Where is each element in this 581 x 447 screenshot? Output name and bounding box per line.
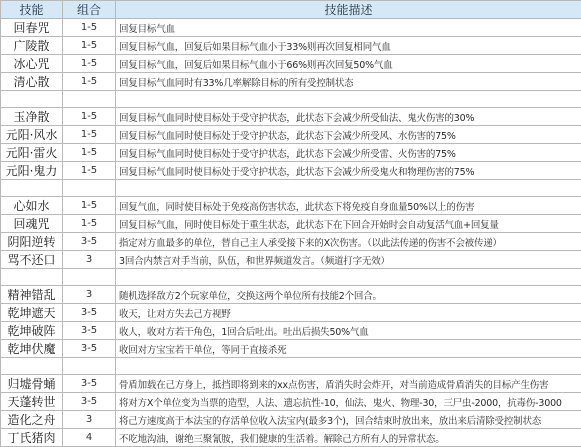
skill-description-cell: 将对方X个单位变为当票的造型，人法、遗忘抗性-10，仙法、鬼火、物理-30，三尸虫-2000，抗毒伤-3000 [116,393,581,411]
header-skill: 技能 [1,1,63,19]
skill-description-cell: 回复目标气血，同时使目标处于重生状态，此状态下在下回合开始时会自动复活气血+回复量 [116,215,581,233]
spacer-cell [1,91,63,108]
section-spacer-row [1,180,581,197]
table-row [1,322,581,340]
skill-group-cell: 1-5 [63,108,116,126]
table-row [1,126,581,144]
skill-group-cell: 1-5 [63,73,116,91]
skill-description-cell: 回复目标气血同时使目标处于受守护状态，此状态下会减少所受雷、火伤害的75% [116,144,581,162]
skill-name-cell: 清心散 [1,73,63,91]
skill-name-cell: 乾坤破阵 [1,322,63,340]
skill-description-cell: 随机选择敌方2个玩家单位，交换这两个单位所有技能2个回合。 [116,286,581,304]
skill-group-cell: 3-5 [63,233,116,251]
skill-name-cell: 冰心咒 [1,55,63,73]
skill-group-cell: 1-5 [63,197,116,215]
skill-description-cell: 收天，让对方失去己方视野 [116,304,581,322]
table-row [1,375,581,393]
table-row [1,411,581,429]
skill-name-cell: 归墟骨蛹 [1,375,63,393]
skill-description-cell: 回复目标气血同时使目标处于受守护状态，此状态下会减少所受鬼火和物理伤害的75% [116,162,581,180]
table-row [1,251,581,269]
table-header-row [1,1,581,19]
skill-group-cell: 1-5 [63,126,116,144]
section-spacer-row [1,269,581,286]
table-row [1,393,581,411]
skill-name-cell: 精神错乱 [1,286,63,304]
table-row [1,286,581,304]
skill-group-cell: 3-5 [63,340,116,358]
table-row [1,108,581,126]
table-row [1,144,581,162]
skill-group-cell: 1-5 [63,144,116,162]
table-row [1,55,581,73]
spacer-cell [63,91,116,108]
table-row [1,162,581,180]
skill-name-cell: 广陵散 [1,37,63,55]
skill-description-cell: 回复目标气血同时使目标处于受守护状态，此状态下会减少所受风、水伤害的75% [116,126,581,144]
spacer-cell [1,358,63,375]
table-row [1,19,581,37]
skill-description-cell: 回复气血，同时使目标处于免疫高伤害状态，此状态下将免疫自身血量50%以上的伤害 [116,197,581,215]
skill-description-cell: 回复目标气血，回复后如果目标气血小于66%则再次回复50%气血 [116,55,581,73]
spacer-cell [116,358,581,375]
skill-name-cell: 天蓬转世 [1,393,63,411]
skill-name-cell: 元阳·风水 [1,126,63,144]
skill-group-cell: 1-5 [63,19,116,37]
spacer-cell [1,269,63,286]
section-spacer-row [1,91,581,108]
skill-description-cell: 不吃地沟油，谢绝三聚氰胺，我们健康的生活着。解除己方所有人的异常状态。 [116,429,581,447]
table-row [1,233,581,251]
header-description: 技能描述 [116,1,581,19]
section-spacer-row [1,358,581,375]
skill-group-cell: 4 [63,429,116,447]
skill-description-cell: 3回合内禁言对手当前，队伍，和世界频道发言。（频道打字无效） [116,251,581,269]
skill-group-cell: 3 [63,411,116,429]
skill-name-cell: 回春咒 [1,19,63,37]
table-row [1,37,581,55]
header-group: 组合 [63,1,116,19]
skill-name-cell: 心如水 [1,197,63,215]
table-row [1,340,581,358]
skill-description-cell: 回复目标气血，回复后如果目标气血小于33%则再次回复相同气血 [116,37,581,55]
skill-name-cell: 元阳·雷火 [1,144,63,162]
spacer-cell [1,180,63,197]
skill-group-cell: 1-5 [63,215,116,233]
spacer-cell [116,180,581,197]
table-row [1,73,581,91]
skill-name-cell: 乾坤遮天 [1,304,63,322]
skill-description-cell: 将己方速度高于本法宝的存活单位收入法宝内(最多3个)，回合结束时放出来，放出来后清除受控制状态 [116,411,581,429]
table-row [1,304,581,322]
skill-name-cell: 玉净散 [1,108,63,126]
skill-description-cell: 骨盾加载在己方身上，抵挡即将到来的xx点伤害，盾消失时会炸开，对当前造成骨盾消失的目标产生伤害 [116,375,581,393]
skill-group-cell: 1-5 [63,37,116,55]
skill-group-cell: 3 [63,251,116,269]
spacer-cell [63,358,116,375]
skill-description-cell: 回复目标气血同时有33%几率解除目标的所有受控制状态 [116,73,581,91]
skill-description-cell: 回复目标气血同时使目标处于受守护状态，此状态下会减少所受仙法、鬼火伤害的30% [116,108,581,126]
skill-description-cell: 回复目标气血 [116,19,581,37]
skill-group-cell: 3 [63,286,116,304]
skill-group-cell: 3-5 [63,375,116,393]
skill-group-cell: 1-5 [63,55,116,73]
spacer-cell [63,269,116,286]
skill-group-cell: 3-5 [63,393,116,411]
skill-name-cell: 元阳·鬼力 [1,162,63,180]
spacer-cell [63,180,116,197]
table-row [1,429,581,447]
spacer-cell [116,269,581,286]
skill-description-cell: 收人，收对方若干角色，1回合后吐出。吐出后损失50%气血 [116,322,581,340]
skill-name-cell: 造化之舟 [1,411,63,429]
skill-name-cell: 乾坤伏魔 [1,340,63,358]
skill-name-cell: 阴阳逆转 [1,233,63,251]
skill-group-cell: 1-5 [63,162,116,180]
table-body [1,19,581,447]
skill-name-cell: 丁氏猪肉 [1,429,63,447]
skill-group-cell: 3-5 [63,322,116,340]
skill-name-cell: 回魂咒 [1,215,63,233]
table-row [1,215,581,233]
skill-description-cell: 收回对方宝宝若干单位，等同于直接杀死 [116,340,581,358]
skill-description-cell: 指定对方血最多的单位，替自己主人承受接下来的X次伤害。（以此法传递的伤害不会被传递） [116,233,581,251]
spacer-cell [116,91,581,108]
skill-group-cell: 3-5 [63,304,116,322]
skill-name-cell: 骂不还口 [1,251,63,269]
table-row [1,197,581,215]
